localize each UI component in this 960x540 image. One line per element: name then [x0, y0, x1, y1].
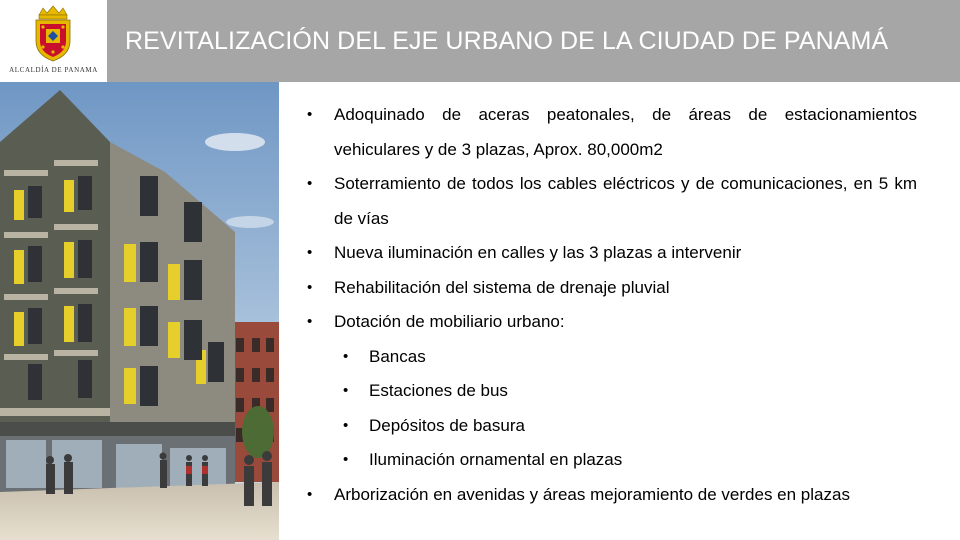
bullet-item [305, 167, 917, 236]
bullet-dot-icon: • [343, 382, 349, 399]
coat-of-arms-icon [31, 5, 75, 63]
sub-bullet-item [305, 443, 917, 478]
sub-bullet-item [305, 409, 917, 444]
bullet-text: Depósitos de basura [369, 415, 525, 435]
bullet-dot-icon: • [307, 175, 313, 192]
logo-caption: ALCALDÍA DE PANAMA [9, 66, 98, 74]
bullet-item [305, 236, 917, 271]
bullet-dot-icon: • [307, 278, 313, 296]
bullet-text: Soterramiento de todos los cables eléctricos y de comunicaciones, en 5 km de vías [334, 174, 917, 228]
bullet-item [305, 271, 917, 306]
bullet-dot-icon: • [307, 313, 313, 330]
bullet-text: Adoquinado de aceras peatonales, de áreas de estacionamientos vehiculares y de 3 plazas, Aprox. 80,000m2 [334, 105, 917, 159]
bullet-dot-icon: • [343, 347, 349, 365]
page-title: REVITALIZACIÓN DEL EJE URBANO DE LA CIUDAD DE PANAMÁ [125, 27, 889, 55]
bullet-item [305, 98, 917, 167]
bullet-item [305, 305, 917, 340]
bullet-text: Rehabilitación del sistema de drenaje pluvial [334, 277, 670, 297]
bullet-dot-icon: • [307, 485, 313, 503]
sub-bullet-item [305, 374, 917, 409]
bullet-text: Arborización en avenidas y áreas mejoramiento de verdes en plazas [334, 484, 850, 504]
bullet-list [305, 98, 917, 512]
bullet-text: Dotación de mobiliario urbano: [334, 312, 565, 331]
bullet-dot-icon: • [343, 416, 349, 434]
bullet-dot-icon: • [343, 451, 349, 468]
bullet-text: Estaciones de bus [369, 381, 508, 400]
bullet-text: Iluminación ornamental en plazas [369, 450, 623, 469]
building-rendering-image [0, 82, 279, 540]
sub-bullet-item [305, 340, 917, 375]
bullet-item [305, 478, 917, 513]
bullet-dot-icon: • [307, 244, 313, 261]
title-bar [107, 0, 960, 82]
bullet-text: Bancas [369, 346, 426, 366]
bullet-dot-icon: • [307, 106, 313, 123]
logo-area [0, 0, 107, 82]
bullet-text: Nueva iluminación en calles y las 3 plazas a intervenir [334, 243, 742, 262]
